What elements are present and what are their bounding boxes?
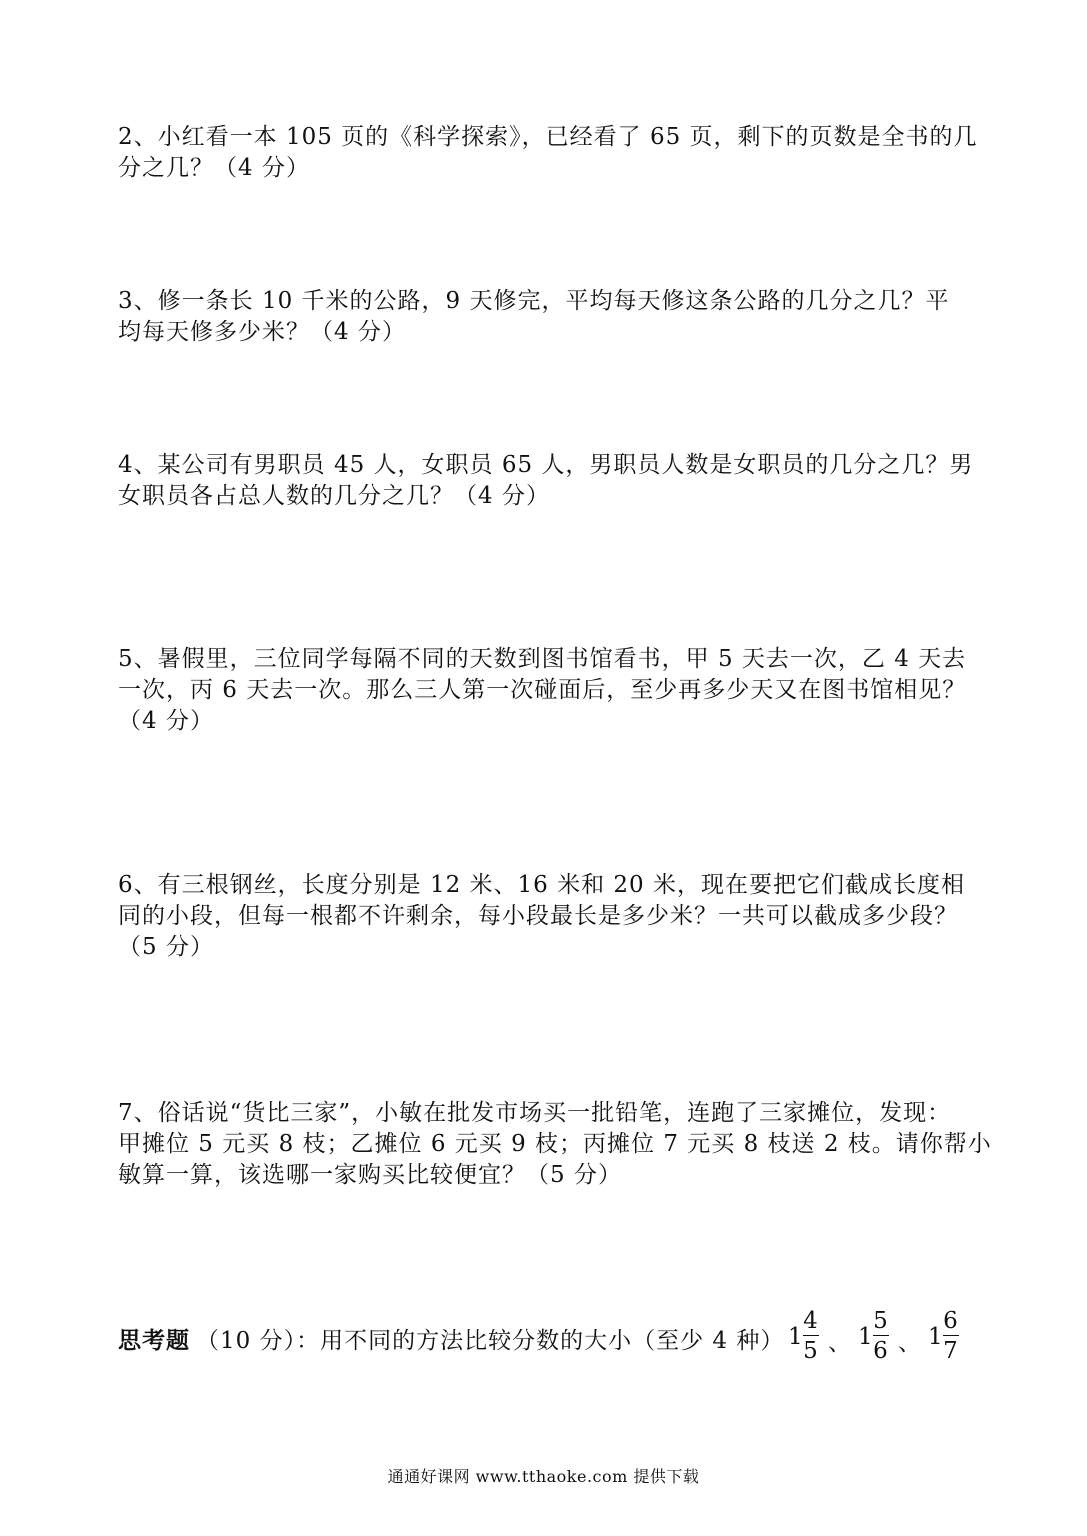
problem-line: 7、俗话说“货比三家”，小敏在批发市场买一批铅笔，连跑了三家摊位，发现： xyxy=(118,1100,952,1126)
fraction-numerator: 6 xyxy=(943,1308,959,1334)
fraction-bar xyxy=(943,1335,959,1336)
problem-line: 一次，丙 6 天去一次。那么三人第一次碰面后，至少再多少天又在图书馆相见？ xyxy=(118,677,967,703)
fraction-bar xyxy=(873,1335,889,1336)
problem-line: 分之几？（4 分） xyxy=(118,155,310,181)
problem-line: （4 分） xyxy=(118,708,214,734)
thinking-label: 思考题 xyxy=(118,1327,190,1354)
problem-4 xyxy=(118,450,978,512)
problem-line: 4、某公司有男职员 45 人，女职员 65 人，男职员人数是女职员的几分之几？男 xyxy=(118,452,974,478)
fraction-separator: 、 xyxy=(828,1330,852,1356)
fraction-separator: 、 xyxy=(898,1330,922,1356)
fraction-whole: 1 xyxy=(788,1324,804,1350)
problem-7 xyxy=(118,1098,992,1191)
problem-line: 均每天修多少米？（4 分） xyxy=(118,319,406,345)
problem-3 xyxy=(118,286,978,348)
fraction-whole: 1 xyxy=(928,1324,944,1350)
problem-6 xyxy=(118,870,978,963)
fraction-denominator: 7 xyxy=(943,1338,959,1364)
problem-line: 6、有三根钢丝，长度分别是 12 米、16 米和 20 米，现在要把它们截成长度相 xyxy=(118,872,965,898)
fraction-denominator: 6 xyxy=(873,1338,889,1364)
fraction-numerator: 4 xyxy=(803,1308,819,1334)
problem-line: 5、暑假里，三位同学每隔不同的天数到图书馆看书，甲 5 天去一次，乙 4 天去 xyxy=(118,646,967,672)
problem-line: 3、修一条长 10 千米的公路，9 天修完，平均每天修这条公路的几分之几？平 xyxy=(118,288,950,314)
problem-line: （5 分） xyxy=(118,934,214,960)
problem-2 xyxy=(118,122,978,184)
problem-line: 女职员各占总人数的几分之几？（4 分） xyxy=(118,483,550,509)
problem-line: 甲摊位 5 元买 8 枝；乙摊位 6 元买 9 枝；丙摊位 7 元买 8 枝送 2 枝。请你帮小 xyxy=(118,1131,992,1157)
fraction-bar xyxy=(803,1335,819,1336)
fraction-numerator: 5 xyxy=(873,1308,889,1334)
problem-line: 敏算一算，该选哪一家购买比较便宜？（5 分） xyxy=(118,1162,622,1188)
thinking-text: （10 分）：用不同的方法比较分数的大小（至少 4 种） xyxy=(196,1328,785,1354)
fraction-denominator: 5 xyxy=(803,1338,819,1364)
problem-line: 2、小红看一本 105 页的《科学探索》，已经看了 65 页，剩下的页数是全书的几 xyxy=(118,124,978,150)
problem-line: 同的小段，但每一根都不许剩余，每小段最长是多少米？一共可以截成多少段？ xyxy=(118,903,958,929)
fraction-whole: 1 xyxy=(858,1324,874,1350)
problem-5 xyxy=(118,644,978,737)
thinking-question xyxy=(118,1308,978,1368)
page-footer: 通通好课网 www.tthaoke.com 提供下载 xyxy=(387,1467,700,1486)
